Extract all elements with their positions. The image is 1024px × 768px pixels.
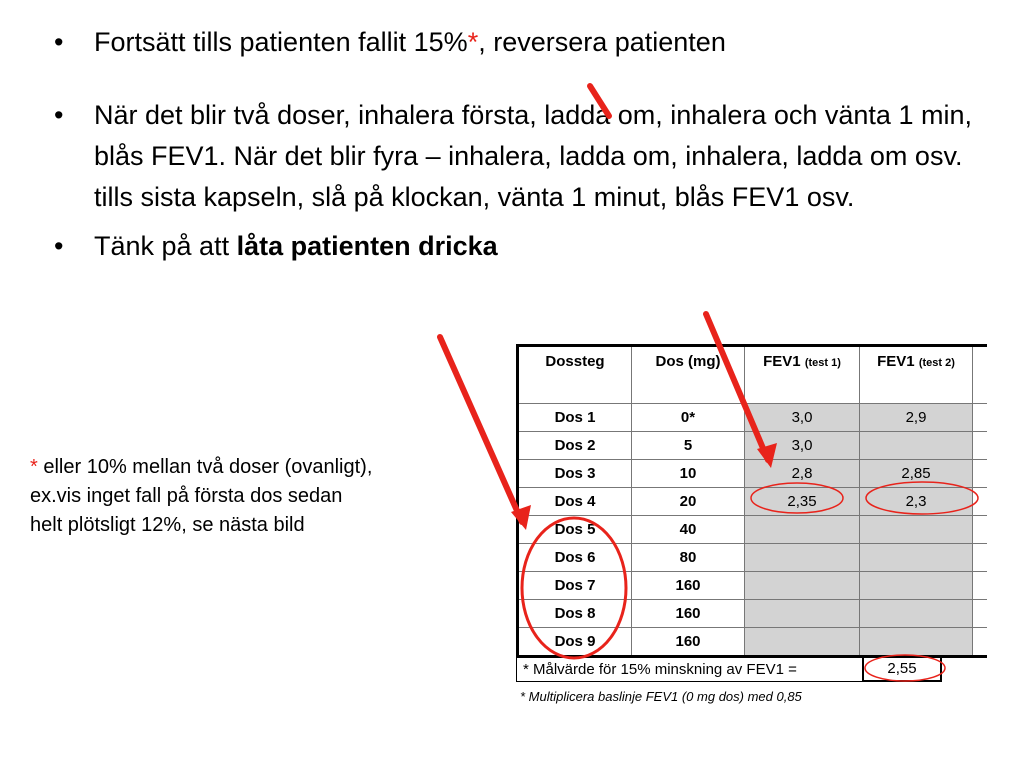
cell-step: Dos 6 <box>518 544 632 572</box>
bullet-continue-text: Fortsätt tills patienten fallit 15% <box>94 27 468 57</box>
cell-dose: 40 <box>632 516 745 544</box>
circle-value-2-3 <box>866 482 978 514</box>
header-fev1-test1: FEV1 (test 1) <box>745 346 860 404</box>
header-fev1-test2: FEV1 (test 2) <box>860 346 973 404</box>
cell-fev1-test1: 2,35 <box>745 488 860 516</box>
circle-value-2-35 <box>751 483 843 513</box>
cell-step: Dos 5 <box>518 516 632 544</box>
circle-doses-6-9 <box>522 518 626 658</box>
note-asterisk: * <box>30 456 38 478</box>
cell-fev1-test1: 2,8 <box>745 460 860 488</box>
table-footnote: * Multiplicera baslinje FEV1 (0 mg dos) med 0,85 <box>520 689 802 704</box>
cell-dose: 160 <box>632 600 745 628</box>
cell-fev1-test2: 2,3 <box>860 488 973 516</box>
cell-dose: 20 <box>632 488 745 516</box>
asterisk-mark: * <box>467 27 479 57</box>
circle-target-value <box>865 655 945 681</box>
bullet-two-doses-text: När det blir två doser, inhalera första, ladda om, inhalera och vänta 1 min, blås FEV1. När det blir fyra – inhalera, ladda om, inhalera, ladda om osv. tills sista kapseln, slå på klockan, vänta 1 minut, blås FEV1 osv. <box>94 100 972 212</box>
bullet-drink-bold: låta patienten dricka <box>236 231 498 261</box>
cell-dose: 5 <box>632 432 745 460</box>
cell-step: Dos 9 <box>518 628 632 657</box>
cell-fev1-test1: 3,0 <box>745 404 860 432</box>
target-label: * Målvärde för 15% minskning av FEV1 = <box>516 655 942 682</box>
target-value: 2,55 <box>862 655 942 682</box>
bullet-drink-text: Tänk på att <box>94 231 237 261</box>
header-dos-mg: Dos (mg) <box>632 346 745 404</box>
cell-fev1-test2: 2,9 <box>860 404 973 432</box>
annotation-stroke <box>590 86 609 116</box>
cell-step: Dos 1 <box>518 404 632 432</box>
cell-fev1-test1: 3,0 <box>745 432 860 460</box>
cell-dose: 0* <box>632 404 745 432</box>
arrow-line-left <box>440 337 522 522</box>
cell-dose: 80 <box>632 544 745 572</box>
cell-step: Dos 2 <box>518 432 632 460</box>
cell-dose: 160 <box>632 572 745 600</box>
bullet-continue-tail: , reversera patienten <box>478 27 726 57</box>
cell-step: Dos 4 <box>518 488 632 516</box>
cell-dose: 160 <box>632 628 745 657</box>
cell-step: Dos 8 <box>518 600 632 628</box>
note-text: eller 10% mellan två doser (ovanligt), ex.vis inget fall på första dos sedan helt plötsligt 12%, se nästa bild <box>30 456 373 536</box>
cell-step: Dos 7 <box>518 572 632 600</box>
cell-fev1-test2: 2,85 <box>860 460 973 488</box>
arrow-line-right <box>706 314 768 460</box>
cell-step: Dos 3 <box>518 460 632 488</box>
cell-dose: 10 <box>632 460 745 488</box>
header-dossteg: Dossteg <box>518 346 632 404</box>
